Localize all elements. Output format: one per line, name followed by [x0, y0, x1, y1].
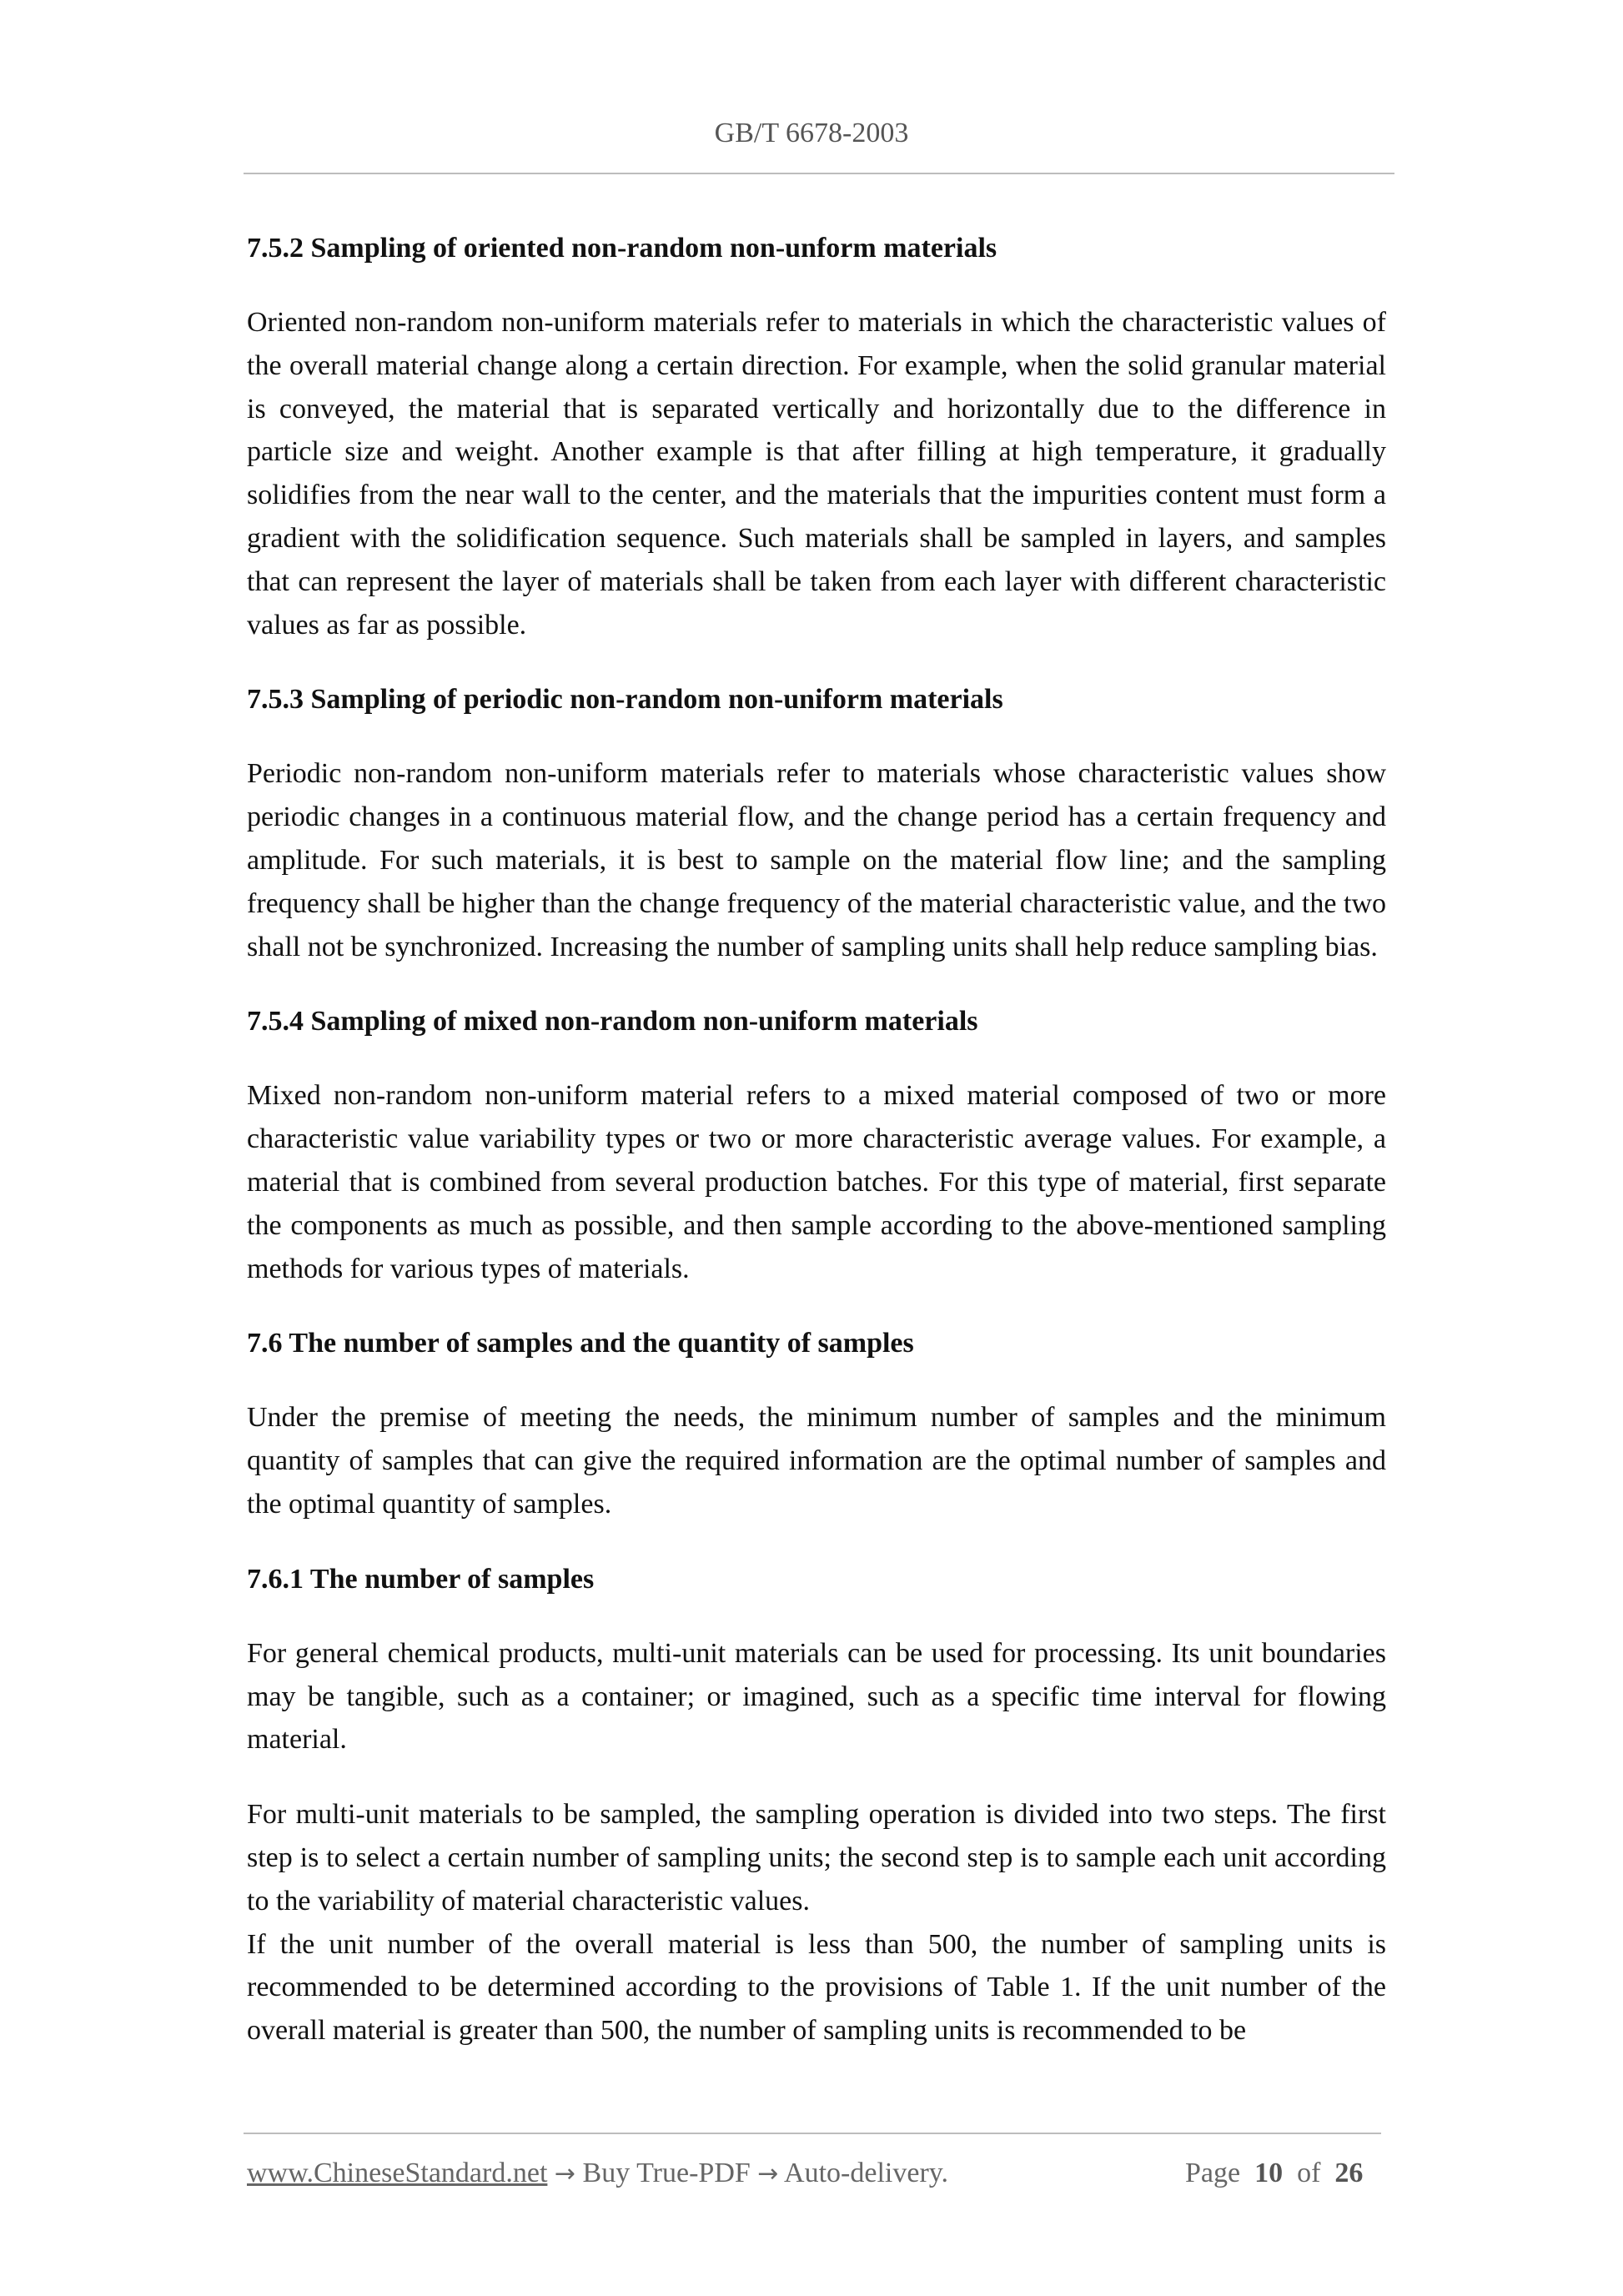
section-heading-7-5-3: 7.5.3 Sampling of periodic non-random non-uniform materials: [247, 684, 1003, 716]
page-header-title: GB/T 6678-2003: [714, 118, 909, 148]
footer-divider: [244, 2133, 1381, 2134]
paragraph: Under the premise of meeting the needs, the minimum number of samples and the minimum quantity of samples that can give the required information are the optimal number of samples and the optimal quantity of samples.: [247, 1402, 1386, 1520]
buy-pdf-text: Buy True-PDF: [582, 2158, 751, 2188]
section-heading-7-5-2: 7.5.2 Sampling of oriented non-random non-unform materials: [247, 233, 997, 264]
page-number: 10: [1254, 2158, 1284, 2188]
website-link[interactable]: www.ChineseStandard.net: [247, 2158, 548, 2188]
page-footer: [247, 2153, 1386, 2194]
section-heading-7-5-4: 7.5.4 Sampling of mixed non-random non-uniform materials: [247, 1006, 978, 1037]
paragraph: For general chemical products, multi-unit materials can be used for processing. Its unit boundaries may be tangible, such as a container; or imagined, such as a specific time interval for flowing material.: [247, 1637, 1386, 1756]
page-indicator: [1185, 2153, 1363, 2193]
section-heading-7-6: 7.6 The number of samples and the quantity of samples: [247, 1328, 914, 1359]
paragraph: Oriented non-random non-uniform materials refer to materials in which the characteristic values of the overall material change along a certain direction. For example, when the solid granular material is conveyed, the material that is separated vertically and horizontally due to the difference in particle size and weight. Another example is that after filling at high temperature, it gradually solidifies from the near wall to the center, and the materials that the impurities content must form a gradient with the solidification sequence. Such materials shall be sampled in layers, and samples that can represent the layer of materials shall be taken from each layer with different characteristic values as far as possible.: [247, 307, 1386, 641]
of-word: of: [1297, 2158, 1321, 2188]
paragraph: For multi-unit materials to be sampled, the sampling operation is divided into two steps. The first step is to select a certain number of sampling units; the second step is to sample each unit according to the variability of material characteristic values.: [247, 1799, 1386, 1917]
arrow-right-icon: →: [554, 2159, 576, 2188]
arrow-right-icon: →: [757, 2159, 779, 2188]
auto-delivery-text: Auto-delivery.: [784, 2158, 949, 2188]
page-word: Page: [1185, 2158, 1241, 2188]
paragraph: Mixed non-random non-uniform material refers to a mixed material composed of two or more characteristic value variability types or two or more characteristic average values. For example, a material that is combined from several production batches. For this type of material, first separate the components as much as possible, and then sample according to the above-mentioned sampling methods for various types of materials.: [247, 1080, 1386, 1284]
paragraph: If the unit number of the overall material is less than 500, the number of sampling units is recommended to be determined according to the provisions of Table 1. If the unit number of the overall material is greater than 500, the number of sampling units is recommended to be: [247, 1928, 1386, 2047]
document-body: [247, 227, 1386, 2052]
paragraph: Periodic non-random non-uniform materials refer to materials whose characteristic values show periodic changes in a continuous material flow, and the change period has a certain frequency and amplitude. For such materials, it is best to sample on the material flow line; and the sampling frequency shall be higher than the change frequency of the material characteristic value, and the two shall not be synchronized. Increasing the number of sampling units shall help reduce sampling bias.: [247, 758, 1386, 962]
header-divider: [244, 173, 1394, 174]
page-total: 26: [1334, 2158, 1364, 2188]
section-heading-7-6-1: 7.6.1 The number of samples: [247, 1563, 595, 1595]
